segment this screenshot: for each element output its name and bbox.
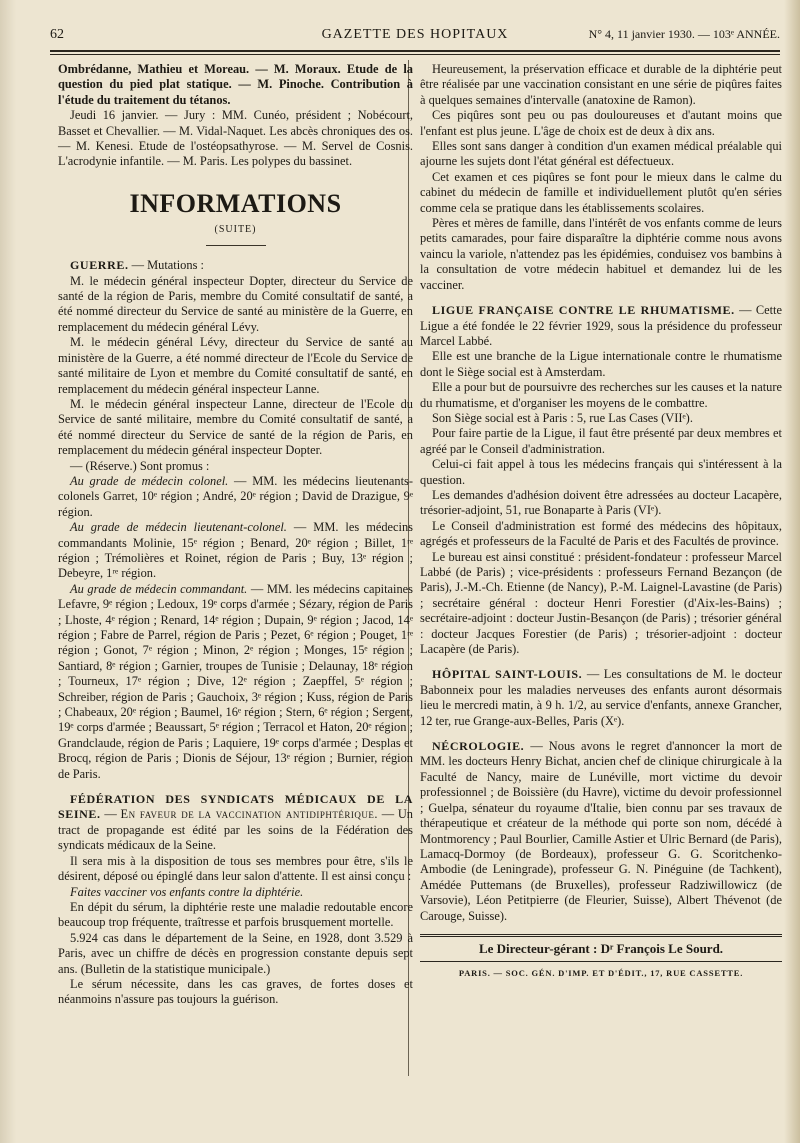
rubric-heading: FÉDÉRATION DES SYNDICATS MÉDICAUX DE LA SEINE.	[58, 792, 413, 822]
intro-paragraph: Ombrédanne, Mathieu et Moreau. — M. Moraux. Etude de la question du pied plat statique. — M. Pinoche. Contribution à l'étude du traitement du tétanos.	[58, 62, 413, 107]
rubric-heading: NÉCROLOGIE.	[432, 739, 525, 754]
paragraph: Le Conseil d'administration est formé des médecins des hôpitaux, agrégés et professeurs de la Faculté de Paris et des Facultés de province.	[420, 518, 782, 549]
promotion-grade: Au grade de médecin colonel.	[70, 473, 229, 488]
paragraph: — (Réserve.) Sont promus :	[70, 458, 210, 473]
right-column	[420, 62, 782, 982]
paragraph: Cet examen et ces piqûres se font pour le mieux dans le calme du cabinet du médecin de famille et individuellement plutôt qu'en séries comme cela se pratique dans les établissements scolaires.	[420, 169, 782, 215]
journal-title: GAZETTE DES HOPITAUX	[321, 27, 509, 42]
director-signature: Le Directeur-gérant : Dʳ François Le Sourd.	[478, 940, 724, 956]
paragraph: Celui-ci fait appel à tous les médecins français qui s'intéressent à la question.	[420, 457, 782, 487]
paragraph: En dépit du sérum, la diphtérie reste une maladie redoutable encore beaucoup trop fréquente, traîtresse et parfois brusquement mortelle.	[58, 899, 413, 930]
paragraph: 5.924 cas dans le département de la Seine, en 1928, dont 3.529 à Paris, avec un chiffre de décès en progression constante depuis sept ans. (Bulletin de la statistique municipale.)	[58, 930, 413, 976]
rubric-heading: GUERRE.	[70, 258, 129, 273]
printer-imprint: PARIS. — SOC. GÉN. D'IMP. ET D'ÉDIT., 17, RUE CASSETTE.	[458, 968, 744, 979]
rubric-lead: — Cette Ligue a été fondée le 22 février 1929, sous la présidence du professeur Marcel Labbé.	[420, 303, 782, 348]
page-left-edge	[0, 0, 16, 1143]
section-divider	[206, 245, 266, 246]
page-number: 62	[50, 27, 64, 42]
promotion-list: — MM. les médecins lieutenants-colonels Garret, 10ᵉ région ; André, 20ᵉ région ; David de Drazigue, 9ᵉ région.	[58, 473, 413, 519]
paragraph: Les demandes d'adhésion doivent être adressées au docteur Lacapère, trésorier-adjoint, 51, rue Bonaparte à Paris (VIᵉ).	[420, 487, 782, 518]
header-rule-thin	[50, 54, 780, 55]
section-title: INFORMATIONS	[129, 188, 342, 218]
paragraph: Elle a pour but de poursuivre des recherches sur les causes et la nature du rhumatisme, et d'organiser les moyens de le combattre.	[420, 380, 782, 410]
paragraph: M. le médecin général inspecteur Lanne, directeur de l'Ecole du Service de santé militaire, membre du Comité consultatif de santé, a été nommé directeur du Service de santé de la région de Paris, en remplacement du médecin général inspecteur Dopter.	[58, 396, 413, 458]
paragraph: Il sera mis à la disposition de tous ses membres pour être, s'ils le désirent, déposé ou épinglé dans leur salon d'attente. Il est ainsi conçu :	[58, 853, 413, 884]
left-column: Ombrédanne, Mathieu et Moreau. — M. Moraux. Etude de la question du pied plat statique. — M. Pinoche. Contribution à l'étude du traitement du tétanos. Jeudi 16 janvier. — Jury : MM. Cunéo, président ; Nobécourt, Basset et Chevallier. — M. Vidal-Naquet. Les abcès chroniques des os. — M. Kenesi. Etude de l'ostéopsathyrose. — M. Servel de Cosnis. L'acrodynie infantile. — M. Paris. Les polypes du bassinet. INFORMATIONS (SUITE) GUERRE. — Mutations : M. le médecin général inspecteur Dopter, directeur du Service de santé de la région de Paris, membre du Comité consultatif de santé, a été nommé directeur du Service de santé au ministère de la Guerre, en remplacement du médecin général Lévy. M. le médecin général Lévy, directeur du Service de santé au ministère de la Guerre, a été nommé directeur de l'Ecole du Service de santé militaire de Lyon et membre du Comité consultatif de santé, en remplacement du médecin général inspecteur Lanne. M. le médecin général inspecteur Lanne, directeur de l'Ecole du Service de santé militaire, membre du Comité consultatif de santé, a été nommé directeur du Service de santé de la région de Paris, en remplacement du médecin général inspecteur Dopter. — (Réserve.) Sont promus : Au grade de médecin colonel. — MM. les médecins lieutenants-colonels Garret, 10ᵉ région ; André, 20ᵉ région ; David de Drazigue, 9ᵉ région. Au grade de médecin lieutenant-colonel. — MM. les médecins commandants Molinie, 15ᵉ région ; Benard, 20ᵉ région ; Billet, 1ʳᵉ région ; Trémolières et Roinet, région de Paris ; Buy, 13ᵉ région ; Debeyre, 1ʳᵉ région. Au grade de médecin commandant. — MM. les médecins capitaines Lefavre, 9ᵉ région ; Ledoux, 19ᵉ corps d'armée ; Sézary, région de Paris ; Lhoste, 4ᵉ région ; Renard, 14ᵉ région ; Dupain, 9ᵉ région ; Jacod, 14ᵉ région ; Fabre de Parrel, région de Paris ; Pezet, 6ᵉ région ; Pouget, 1ʳᵉ région ; Gonot, 7ᵉ région ; Minon, 2ᵉ région ; Monges, 15ᵉ région ; Santiard, 8ᵉ région ; Garnier, troupes de Tunisie ; Delaunay, 18ᵉ région ; Tourneux, 17ᵉ région ; Dive, 12ᵉ région ; Zaepffel, 5ᵉ région ; Schreiber, région de Paris ; Gauchoix, 3ᵉ région ; Kuss, région de Paris ; Chabeaux, 20ᵉ région ; Baumel, 16ᵉ région ; Stern, 6ᵉ région ; Sergent, 19ᵉ corps d'armée ; Beaussart, 5ᵉ région ; Terracol et Haton, 20ᵉ région ; Grandclaude, région de Paris ; Laquiere, 19ᵉ corps d'armée ; Desplas et Brocq, région de Paris ; Dionis de Séjour, 13ᵉ région ; Burnier, région de Paris. FÉDÉRATION DES SYNDICATS MÉDICAUX DE LA SEINE. — En faveur de la vaccination antidiphtérique. — Un tract de propagande est édité par les soins de la Fédération des syndicats médicaux de la Seine. Il sera mis à la disposition de tous ses membres pour être, s'ils le désirent, déposé ou épinglé dans leur salon d'attente. Il est ainsi conçu : Faites vacciner vos enfants contre la diphtérie. En dépit du sérum, la diphtérie reste une maladie redoutable encore beaucoup trop fréquente, traîtresse et parfois brusquement mortelle. 5.924 cas dans le département de la Seine, en 1928, dont 3.529 à Paris, avec un chiffre de décès en progression constante depuis sept ans. (Bulletin de la statistique municipale.) Le sérum nécessite, dans les cas graves, de fortes doses et néanmoins n'assure pas toujours la guérison.	[58, 62, 413, 1007]
rubric-text: — Les consultations de M. le docteur Babonneix pour les maladies nerveuses des enfants auront désormais lieu le mercredi matin, à 9 h. 1/2, au service d'enfants, annexe Grancher, 12 ter, rue Grange-aux-Belles, Paris (Xᵉ).	[420, 667, 782, 728]
paragraph: Son Siège social est à Paris : 5, rue Las Cases (VIIᵉ).	[432, 410, 693, 425]
paragraph: M. le médecin général inspecteur Dopter, directeur du Service de santé de la région de Paris, membre du Comité consultatif de santé, a été nommé directeur du Service de santé au ministère de la Guerre, en remplacement du médecin général Lévy.	[58, 273, 413, 334]
promotion-list: — MM. les médecins commandants Molinie, 15ᵉ région ; Benard, 20ᵉ région ; Billet, 1ʳᵉ région ; Trémolières et Roinet, région de Paris ; Buy, 13ᵉ région ; Debeyre, 1ʳᵉ région.	[58, 520, 413, 581]
rubric-lead: — Mutations :	[128, 258, 204, 273]
paragraph: Heureusement, la préservation efficace et durable de la diphtérie peut être réalisée par une vaccination consistant en une série de piqûres faites à quelques semaines d'intervalle (anatoxine de Ramon).	[420, 62, 782, 107]
paragraph: Elle est une branche de la Ligue internationale contre le rhumatisme dont le Siège social est à Amsterdam.	[420, 349, 782, 379]
promotion-grade: Au grade de médecin lieutenant-colonel.	[70, 520, 287, 535]
rubric-subheading: En faveur de la vaccination antidiphtérique.	[120, 807, 378, 822]
paragraph: Elles sont sans danger à condition d'un examen médical préalable qui ajourne les sujets dont l'état général est défectueux.	[420, 139, 782, 169]
paragraph: M. le médecin général Lévy, directeur du Service de santé au ministère de la Guerre, a été nommé directeur de l'Ecole du Service de santé militaire de Lyon et membre du Comité consultatif de santé, en remplacement du médecin général inspecteur Lanne.	[58, 335, 413, 396]
promotion-grade: Au grade de médecin commandant.	[70, 581, 248, 596]
rubric-heading: HÔPITAL SAINT-LOUIS.	[432, 667, 583, 682]
paragraph: Pour faire partie de la Ligue, il faut être présenté par deux membres et agréé par le Conseil d'administration.	[420, 426, 782, 456]
tract-quote: Faites vacciner vos enfants contre la diphtérie.	[70, 884, 304, 899]
paragraph: Pères et mères de famille, dans l'intérêt de vos enfants comme de leurs petits camarades, pour faire disparaître la diphtérie comme nous avons vaincu la variole, n'attendez pas les épidémies, conduisez vos bambins à la consultation de votre médecin habituel et demandez lui de les vacciner.	[420, 216, 782, 292]
paragraph: Ces piqûres sont peu ou pas douloureuses et d'autant moins que l'enfant est plus jeune. L'âge de choix est de deux à dix ans.	[420, 108, 782, 138]
running-header	[50, 27, 780, 47]
rubric-heading: LIGUE FRANÇAISE CONTRE LE RHUMATISME.	[432, 303, 735, 318]
paragraph: Le bureau est ainsi constitué : président-fondateur : professeur Marcel Labbé (de Paris) ; vice-présidents : professeurs Fernand Bezançon (de Paris), J.-M.-Ch. Etienne (de Nancy), P.-M. Laignel-Lavastine (de Paris) ; secrétaire général : docteur Henri Forestier (d'Aix-les-Bains) ; secrétaire-adjoint : docteur Justin-Besançon (de Paris) ; trésorier général : docteur Jacques Forestier (de Paris) ; trésorier-adjoint : docteur Lacapère (de Paris).	[420, 549, 782, 657]
issue-line: N° 4, 11 janvier 1930. — 103ᵉ ANNÉE.	[588, 27, 780, 41]
header-rule	[50, 50, 780, 52]
signature-box	[420, 934, 782, 962]
section-subtitle: (SUITE)	[214, 223, 257, 235]
paragraph: Le sérum nécessite, dans les cas graves, de fortes doses et néanmoins n'assure pas toujours la guérison.	[58, 976, 413, 1007]
promotion-list: — MM. les médecins capitaines Lefavre, 9ᵉ région ; Ledoux, 19ᵉ corps d'armée ; Sézary, région de Paris ; Lhoste, 4ᵉ région ; Renard, 14ᵉ région ; Dupain, 9ᵉ région ; Jacod, 14ᵉ région ; Fabre de Parrel, région de Paris ; Pezet, 6ᵉ région ; Pouget, 1ʳᵉ région ; Gonot, 7ᵉ région ; Minon, 2ᵉ région ; Monges, 15ᵉ région ; Santiard, 8ᵉ région ; Garnier, troupes de Tunisie ; Delaunay, 18ᵉ région ; Tourneux, 17ᵉ région ; Dive, 12ᵉ région ; Zaepffel, 5ᵉ région ; Schreiber, région de Paris ; Gauchoix, 3ᵉ région ; Kuss, région de Paris ; Chabeaux, 20ᵉ région ; Baumel, 16ᵉ région ; Stern, 6ᵉ région ; Sergent, 19ᵉ corps d'armée ; Beaussart, 5ᵉ région ; Terracol et Haton, 20ᵉ région ; Grandclaude, région de Paris ; Laquiere, 19ᵉ corps d'armée ; Desplas et Brocq, région de Paris ; Dionis de Séjour, 13ᵉ région ; Burnier, région de Paris.	[58, 581, 413, 781]
page-right-edge	[784, 0, 800, 1143]
rubric-lead: — Un tract de propagande est édité par les soins de la Fédération des syndicats médicaux de la Seine.	[58, 807, 413, 853]
intro-paragraph: Jeudi 16 janvier. — Jury : MM. Cunéo, président ; Nobécourt, Basset et Chevallier. — M. Vidal-Naquet. Les abcès chroniques des os. — M. Kenesi. Etude de l'ostéopsathyrose. — M. Servel de Cosnis. L'acrodynie infantile. — M. Paris. Les polypes du bassinet.	[58, 108, 413, 169]
rubric-text: — Nous avons le regret d'annoncer la mort de MM. les docteurs Henry Bichat, ancien chef de clinique chirurgicale à la Faculté de Nancy, maire de Lunéville, mort victime du devoir professionnel ; de Boissière (du Havre), victime du devoir professionnel ; Guelpa, sénateur du royaume d'Italie, bien connu par ses travaux de thérapeutique et créateur de la méthode qui porte son nom, décédé à Montmorency ; Paul Bourlier, Camille Astier et Ulric Bernard (de Paris), Lamacq-Dormoy (de Bordeaux), professeur G. G. Scoritchenko-Ambodie (de Leningrade), professeur G. N. Pinéguine (de Tachkent), Amédée Puttemans (de Bruxelles), professeur Radziwillowicz (de Varsovie), Léon Petitpierre (de Fleurier, Suisse), Albert Thévenot (de Carouge, Suisse).	[420, 739, 782, 923]
